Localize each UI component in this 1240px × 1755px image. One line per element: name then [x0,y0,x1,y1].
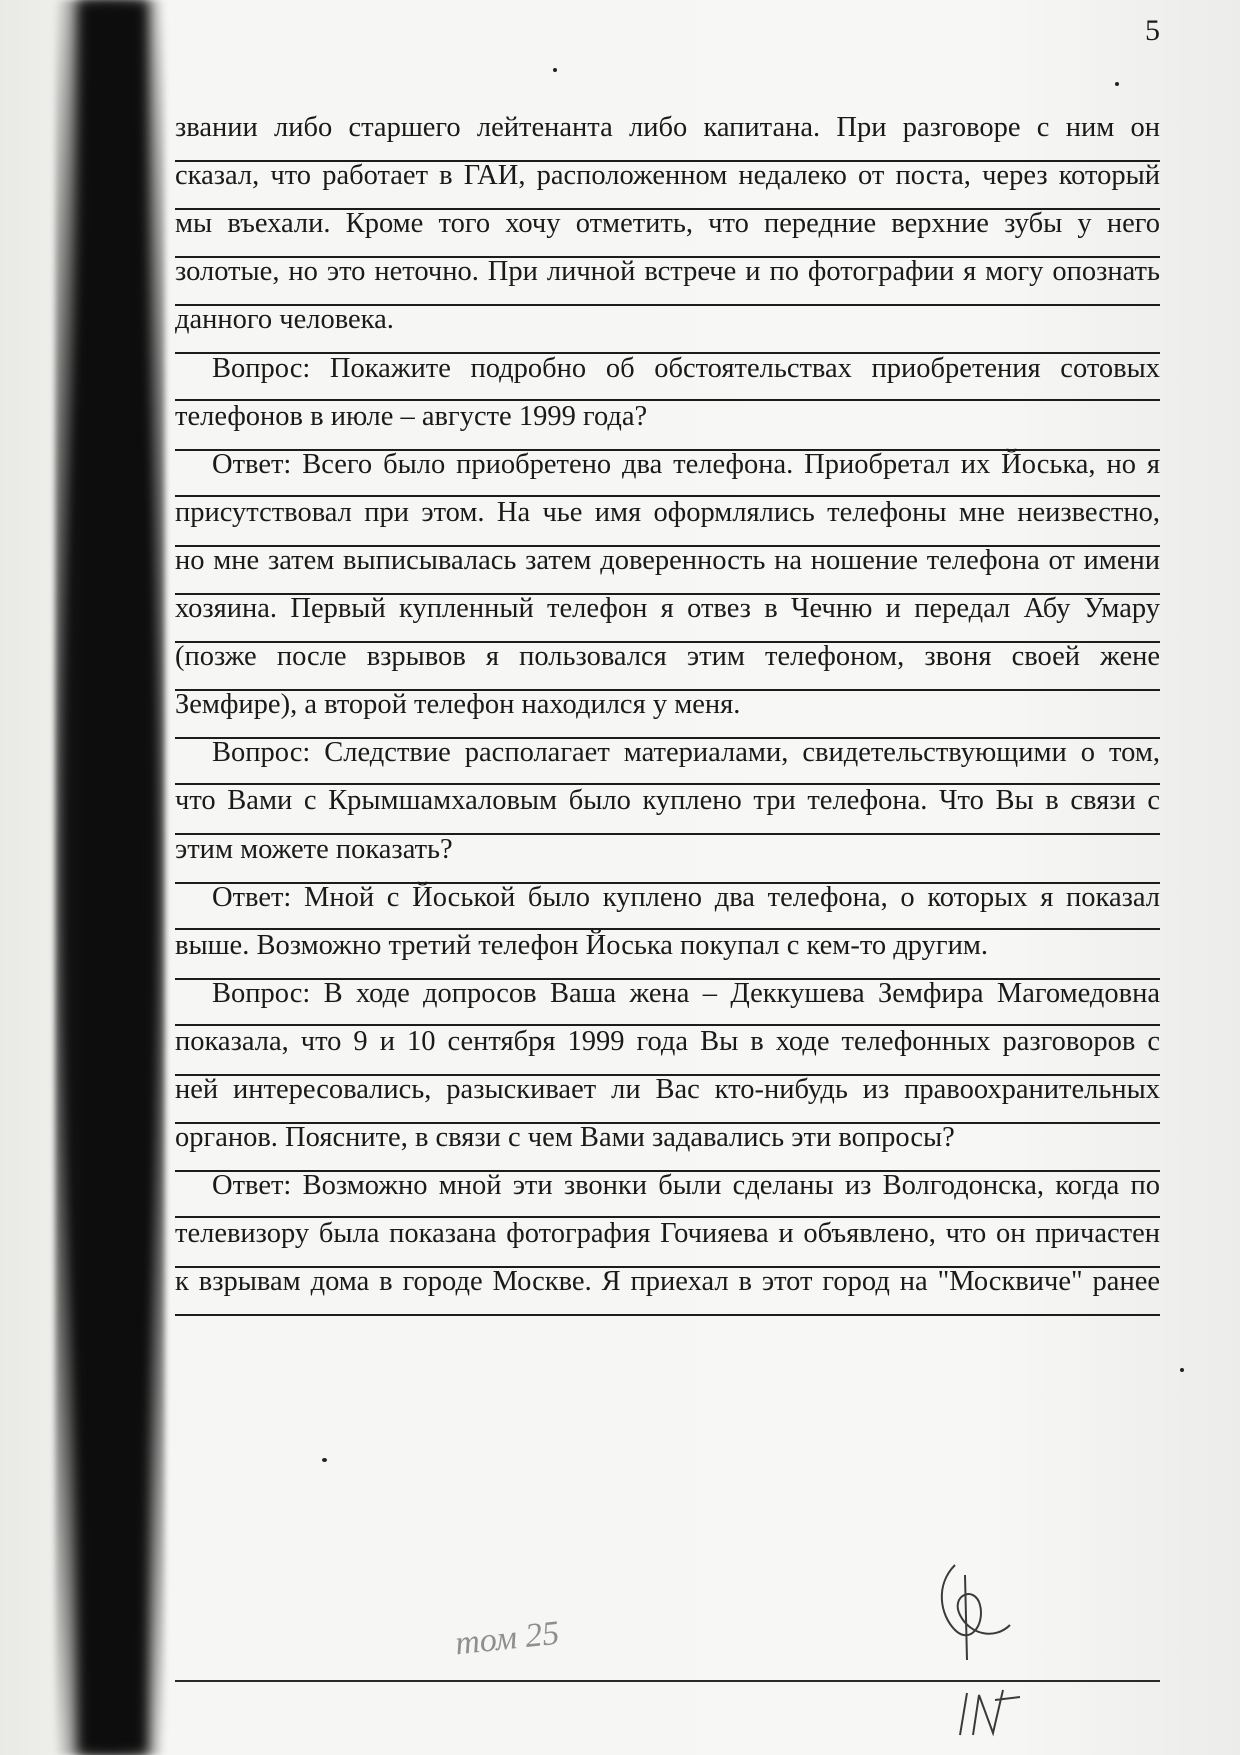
text-line: телевизору была показана фотография Гочияева и объявлено, что он причастен [175,1214,1160,1268]
scan-speck [1115,82,1119,86]
handwritten-note: том 25 [453,1614,562,1663]
text-line: этим можете показать? [175,830,1160,884]
bottom-rule [175,1680,1160,1682]
text-line: Вопрос: Покажите подробно об обстоятельствах приобретения сотовых [175,349,1160,401]
text-line: хозяина. Первый купленный телефон я отвез в Чечню и передал Абу Умару [175,589,1160,643]
text-line: присутствовал при этом. На чье имя оформлялись телефоны мне неизвестно, [175,493,1160,547]
signature-mark [925,1555,1015,1665]
text-line: телефонов в июле – августе 1999 года? [175,397,1160,451]
scan-speck [553,68,557,72]
text-line: Ответ: Всего было приобретено два телефона. Приобретал их Йоська, но я [175,445,1160,497]
text-line: (позже после взрывов я пользовался этим телефоном, звоня своей жене [175,637,1160,691]
scan-speck [322,1458,327,1462]
text-line: золотые, но это неточно. При личной встрече и по фотографии я могу опознать [175,252,1160,306]
text-line: Ответ: Мной с Йоськой было куплено два телефона, о которых я показал [175,878,1160,930]
text-line: данного человека. [175,300,1160,354]
initials-mark [955,1685,1025,1740]
scan-shadow-core [78,0,148,1755]
text-line: что Вами с Крымшамхаловым было куплено три телефона. Что Вы в связи с [175,781,1160,835]
text-line: звании либо старшего лейтенанта либо капитана. При разговоре с ним он [175,108,1160,162]
text-line: мы въехали. Кроме того хочу отметить, что передние верхние зубы у него [175,204,1160,258]
text-line: ней интересовались, разыскивает ли Вас кто-нибудь из правоохранительных [175,1070,1160,1124]
text-line: Ответ: Возможно мной эти звонки были сделаны из Волгодонска, когда по [175,1166,1160,1218]
text-line: сказал, что работает в ГАИ, расположенном недалеко от поста, через который [175,156,1160,210]
text-line: органов. Поясните, в связи с чем Вами задавались эти вопросы? [175,1118,1160,1172]
text-line: Земфире), а второй телефон находился у меня. [175,685,1160,739]
text-line: но мне затем выписывалась затем доверенность на ношение телефона от имени [175,541,1160,595]
page-number: 5 [1145,14,1160,47]
text-line: Вопрос: Следствие располагает материалами, свидетельствующими о том, [175,733,1160,785]
text-line: показала, что 9 и 10 сентября 1999 года Вы в ходе телефонных разговоров с [175,1022,1160,1076]
text-line: выше. Возможно третий телефон Йоська покупал с кем-то другим. [175,926,1160,980]
text-line: Вопрос: В ходе допросов Ваша жена – Деккушева Земфира Магомедовна [175,974,1160,1026]
scan-speck [1180,1368,1184,1372]
text-line: к взрывам дома в городе Москве. Я приехал в этот город на "Москвиче" ранее [175,1262,1160,1316]
